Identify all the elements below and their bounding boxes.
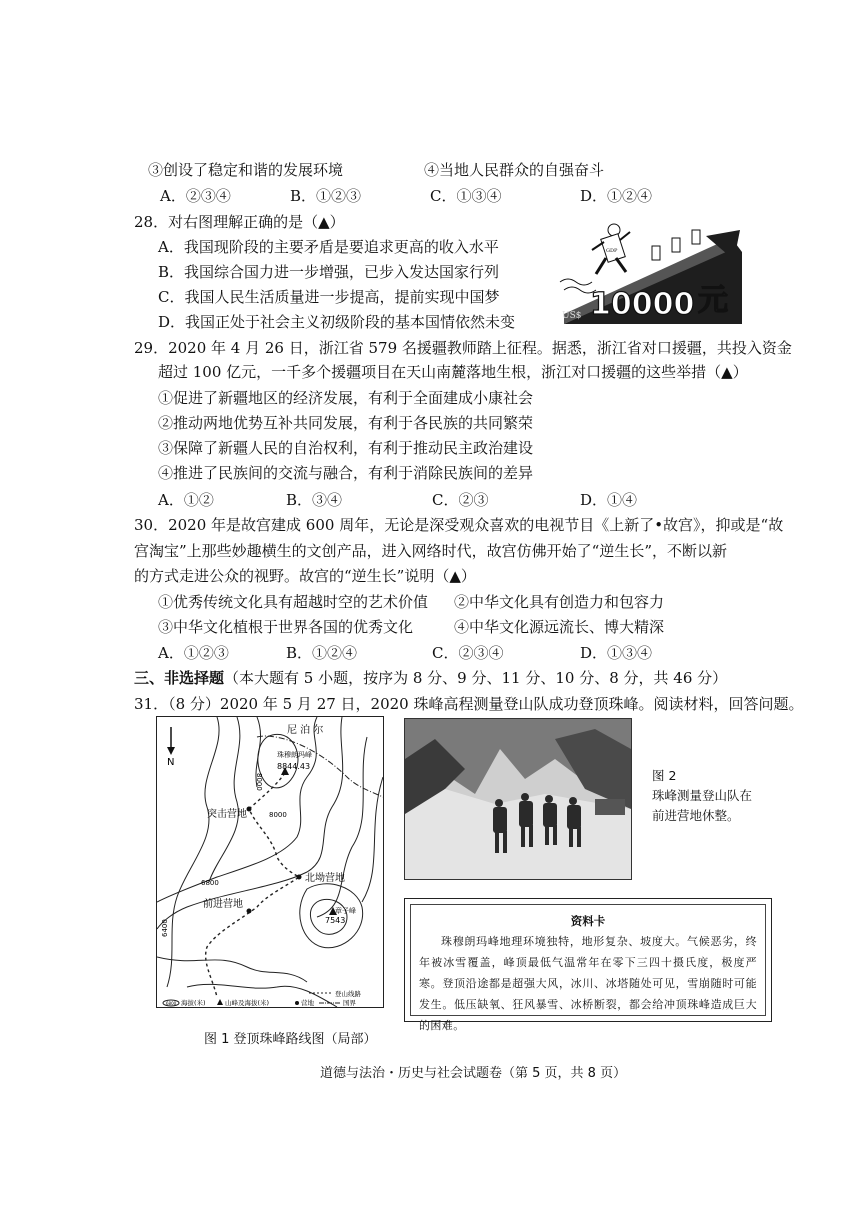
running-figure-icon [560,224,630,293]
camp-marker-icon [247,807,252,812]
legend-peak-label: 山峰及海拔(米) [225,999,270,1007]
contour-6800-label: 6800 [201,879,219,887]
section-3-title: 三、非选择题 [134,669,225,687]
q29-option-a: A．①② [158,491,214,509]
q29-stem-line-1: 29．2020 年 4 月 26 日，浙江省 579 名援疆教师踏上征程。据悉，浙江省对口援疆，共投入资金 [134,339,792,357]
section-3-desc: （本大题有 5 小题，按序为 8 分、9 分、11 分、10 分、8 分，共 46 分） [224,669,728,687]
q27-item-4: ④当地人民群众的自强奋斗 [424,161,605,179]
peak-height-label: 8844.43 [277,762,311,771]
cartoon-number: 10000 [590,287,695,322]
q27-option-a: A．②③④ [160,187,231,205]
north-arrow-icon [167,727,175,768]
info-card-inner [410,904,766,1032]
section-3-heading [134,668,727,688]
camp-marker-icon [297,875,302,880]
q27-option-b: B．①②③ [290,187,362,205]
legend-border-label: 国界 [343,999,356,1007]
legend-camp-label: 营地 [301,999,314,1007]
camp2-label: 北坳营地 [305,873,345,884]
q28-option-a: A．我国现阶段的主要矛盾是要追求更高的收入水平 [158,238,499,256]
everest-route-map [156,716,384,1008]
q29-item-2: ②推动两地优势互补共同发展，有利于各民族的共同繁荣 [158,414,534,432]
fig2-caption-line-2: 前进营地休整。 [652,808,740,823]
fig2-caption [652,766,752,826]
page-footer: 道德与法治・历史与社会试题卷（第 5 页，共 8 页） [320,1066,627,1081]
peak2-name-label: 章子峰 [335,907,356,915]
peak-name-label: 珠穆朗玛峰 [277,751,312,759]
contour-8000-label: 8000 [255,773,263,791]
north-label: N [167,757,175,768]
climbers-photo [404,718,632,880]
q30-item-1: ①优秀传统文化具有超越时空的艺术价值 [158,593,429,611]
q27-option-c: C．①③④ [430,187,502,205]
q28-option-c: C．我国人民生活质量进一步提高，提前实现中国梦 [158,288,500,306]
legend-elev-label: 海拔(米) [181,999,206,1007]
q28-option-b: B．我国综合国力进一步增强，已步入发达国家行列 [158,263,500,281]
camp3-label: 前进营地 [203,899,243,910]
q29-item-3: ③保障了新疆人民的自治权利，有利于推动民主政治建设 [158,439,534,457]
q30-stem-line-1: 30．2020 年是故宫建成 600 周年，无论是深受观众喜欢的电视节目《上新了•故宫》，抑或是“故 [134,516,784,534]
cartoon-unit: 元 [698,283,728,318]
q30-option-d: D．①③④ [580,644,653,662]
q28-stem: 28．对右图理解正确的是（▲） [134,213,345,231]
q28-option-d: D．我国正处于社会主义初级阶段的基本国情依然未变 [158,313,516,331]
q30-item-2: ②中华文化具有创造力和包容力 [454,593,665,611]
q30-stem-line-3: 的方式走进公众的视野。故宫的“逆生长”说明（▲） [134,567,476,585]
info-card-title: 资料卡 [570,914,606,928]
fig2-label: 图 2 [652,768,677,783]
peak2-height-label: 7543 [325,916,346,925]
q30-option-a: A．①②③ [158,644,229,662]
legend-contour-number: 6800 [166,1001,177,1006]
camp1-label: 突击营地 [207,809,247,820]
gdp-cartoon-image [556,222,746,324]
q30-stem-line-2: 宫淘宝”上那些妙趣横生的文创产品，进入网络时代，故宫仿佛开始了“逆生长”，不断以新 [134,542,728,560]
contour-8000b-label: 8000 [269,811,287,819]
q27-item-3: ③创设了稳定和谐的发展环境 [148,161,344,179]
q29-option-b: B．③④ [286,491,343,509]
q30-option-c: C．②③④ [432,644,504,662]
q29-stem-line-2: 超过 100 亿元，一千多个援疆项目在天山南麓落地生根，浙江对口援疆的这些举措（▲） [158,363,748,381]
q29-option-d: D．①④ [580,491,638,509]
legend-route-label: 登山线路 [335,990,361,998]
q27-option-d: D．①②④ [580,187,653,205]
fig1-caption: 图 1 登顶珠峰路线图（局部） [204,1032,377,1047]
region-label: 尼 泊 尔 [287,725,324,736]
info-card-text: 珠穆朗玛峰地理环境独特，地形复杂、坡度大。气候恶劣，终年被冰雪覆盖，峰顶最低气温常年在零下三四十摄氏度，极度严寒。登顶沿途都是超强大风，冰川、冰塔随处可见，雪崩随时可能发生。低压缺氧、狂风暴雪、冰桥断裂，都会给冲顶珠峰造成巨大的困难。 [419,935,757,1032]
info-card [404,898,772,1032]
camp-marker-icon [247,909,252,914]
contour-6400-label: 6400 [161,919,169,937]
q31-stem: 31．（8 分）2020 年 5 月 27 日，2020 珠峰高程测量登山队成功登顶珠峰。阅读材料，回答问题。 [134,695,804,713]
q29-option-c: C．②③ [432,491,489,509]
cartoon-figure-label: GDP [606,248,618,254]
q30-item-3: ③中华文化植根于世界各国的优秀文化 [158,618,414,636]
q30-item-4: ④中华文化源远流长、博大精深 [454,618,665,636]
q29-item-4: ④推进了民族间的交流与融合，有利于消除民族间的差异 [158,464,534,482]
q29-item-1: ①促进了新疆地区的经济发展，有利于全面建成小康社会 [158,389,534,407]
cartoon-prefix: US$ [562,311,582,321]
fig2-caption-line-1: 珠峰测量登山队在 [652,788,753,803]
q30-option-b: B．①②④ [286,644,358,662]
